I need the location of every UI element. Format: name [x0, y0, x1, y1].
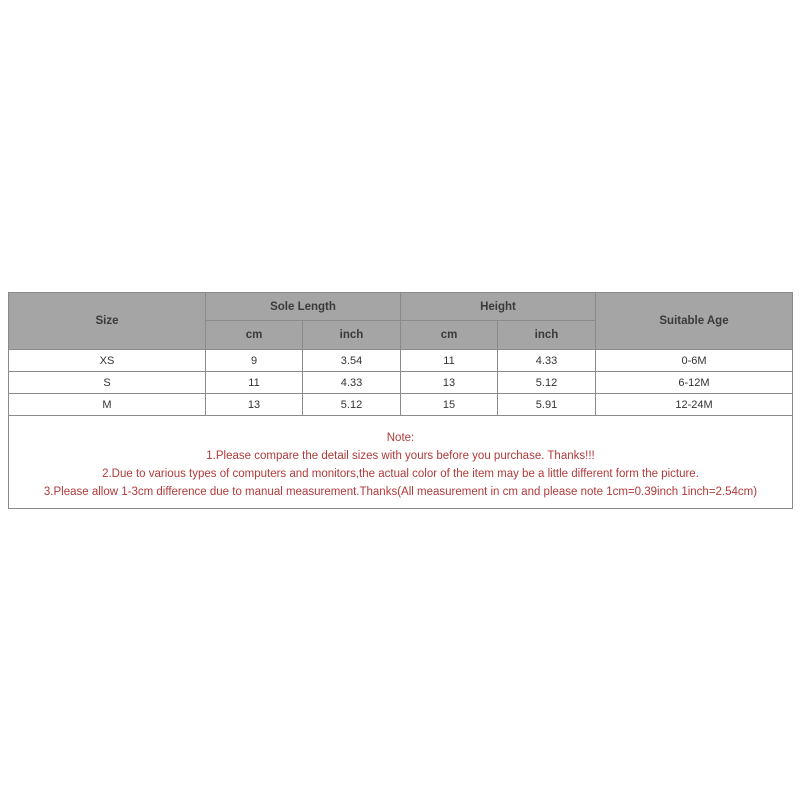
cell-height-inch: 5.12 [498, 372, 596, 394]
cell-sole-inch: 4.33 [303, 372, 401, 394]
cell-sole-cm: 9 [206, 350, 303, 372]
cell-age: 6-12M [596, 372, 793, 394]
notes-cell [9, 416, 793, 509]
size-chart-table [8, 292, 793, 509]
cell-age: 12-24M [596, 394, 793, 416]
cell-sole-cm: 11 [206, 372, 303, 394]
note-line-2: 2.Due to various types of computers and monitors,the actual color of the item may be a little different form the picture. [102, 468, 699, 480]
header-sole-inch: inch [303, 321, 401, 350]
header-suitable-age: Suitable Age [596, 293, 793, 350]
table-row [9, 350, 793, 372]
cell-height-inch: 5.91 [498, 394, 596, 416]
cell-age: 0-6M [596, 350, 793, 372]
cell-sole-inch: 3.54 [303, 350, 401, 372]
cell-height-cm: 11 [401, 350, 498, 372]
cell-size: S [9, 372, 206, 394]
cell-sole-cm: 13 [206, 394, 303, 416]
cell-height-cm: 15 [401, 394, 498, 416]
cell-sole-inch: 5.12 [303, 394, 401, 416]
header-height-cm: cm [401, 321, 498, 350]
note-title: Note: [386, 432, 415, 444]
header-row-main [9, 293, 793, 321]
cell-size: M [9, 394, 206, 416]
header-sole-length: Sole Length [206, 293, 401, 321]
header-height-inch: inch [498, 321, 596, 350]
table-row [9, 394, 793, 416]
notes-row [9, 416, 793, 509]
cell-height-inch: 4.33 [498, 350, 596, 372]
table-row [9, 372, 793, 394]
cell-height-cm: 13 [401, 372, 498, 394]
header-sole-cm: cm [206, 321, 303, 350]
header-height: Height [401, 293, 596, 321]
cell-size: XS [9, 350, 206, 372]
header-size: Size [9, 293, 206, 350]
note-line-1: 1.Please compare the detail sizes with yours before you purchase. Thanks!!! [206, 450, 595, 462]
note-line-3: 3.Please allow 1-3cm difference due to manual measurement.Thanks(All measurement in cm and please note 1cm=0.39inch 1inch=2.54cm) [43, 486, 758, 498]
